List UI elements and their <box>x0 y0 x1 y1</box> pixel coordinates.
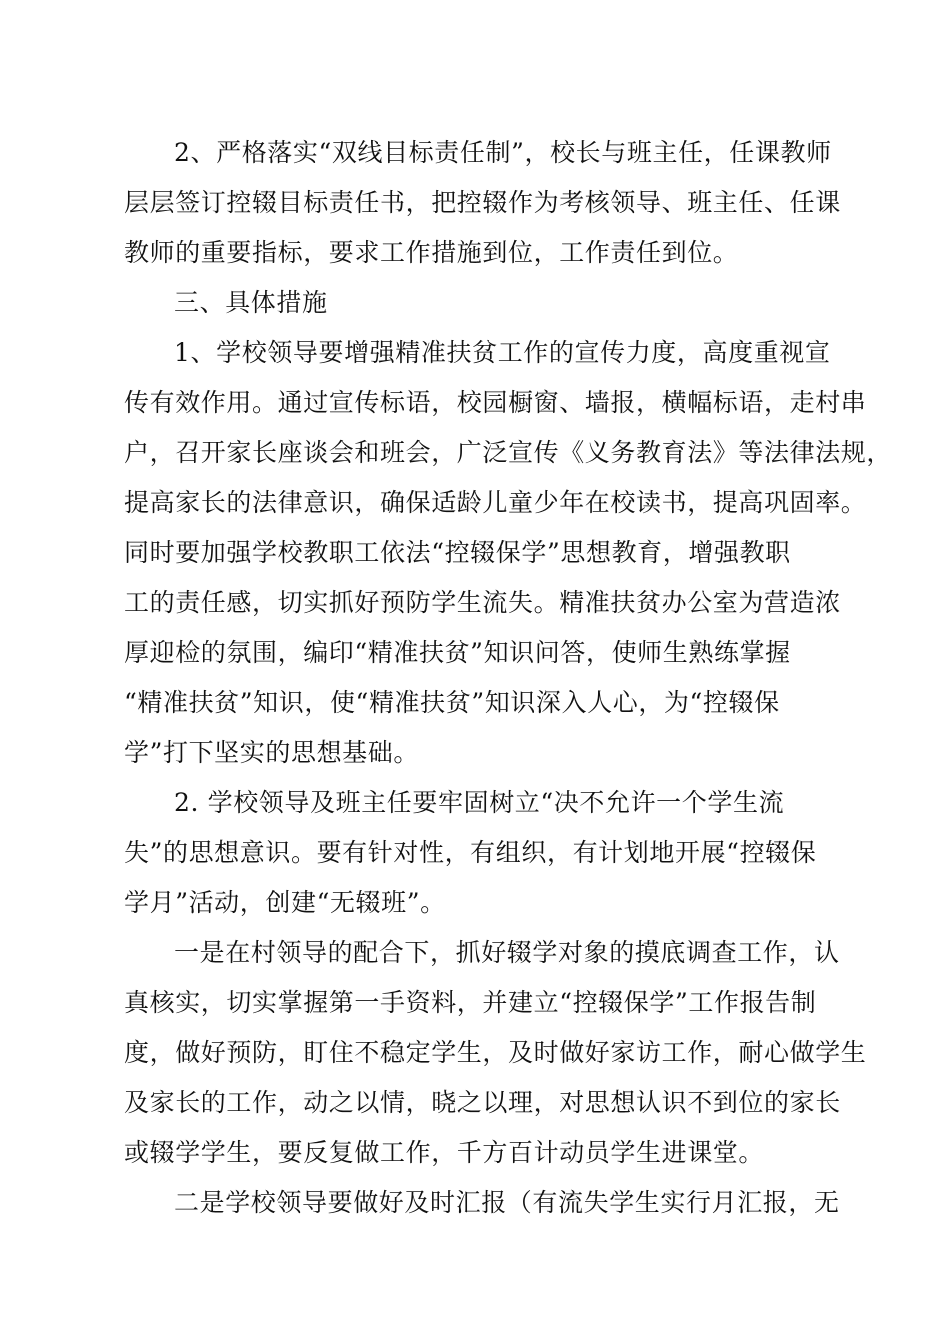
paragraph-line: 提高家长的法律意识，确保适龄儿童少年在校读书，提高巩固率。 <box>124 488 867 517</box>
paragraph-line: 工的责任感，切实抓好预防学生流失。精准扶贫办公室为营造浓 <box>124 588 841 617</box>
paragraph-line: 或辍学学生，要反复做工作，千方百计动员学生进课堂。 <box>124 1138 765 1167</box>
paragraph-line: 厚迎检的氛围，编印“精准扶贫”知识问答，使师生熟练掌握 <box>124 638 791 667</box>
paragraph-line: “精准扶贫”知识，使“精准扶贫”知识深入人心，为“控辍保 <box>124 688 780 717</box>
paragraph-line: 及家长的工作，动之以情，晓之以理，对思想认识不到位的家长 <box>124 1088 841 1117</box>
paragraph-line: 教师的重要指标，要求工作措施到位，工作责任到位。 <box>124 238 739 267</box>
paragraph-line: 传有效作用。通过宣传标语，校园橱窗、墙报，横幅标语，走村串 <box>124 388 867 417</box>
paragraph-line: 一是在村领导的配合下，抓好辍学对象的摸底调查工作，认 <box>174 938 840 967</box>
document-body <box>124 128 893 1228</box>
paragraph-line: 真核实，切实掌握第一手资料，并建立“控辍保学”工作报告制 <box>124 988 817 1017</box>
paragraph-line: 1、学校领导要增强精准扶贫工作的宣传力度，高度重视宣 <box>174 338 831 367</box>
paragraph-line: 失”的思想意识。要有针对性，有组织，有计划地开展“控辍保 <box>124 838 817 867</box>
paragraph-line: 度，做好预防，盯住不稳定学生，及时做好家访工作，耐心做学生 <box>124 1038 867 1067</box>
paragraph-line: 学”打下坚实的思想基础。 <box>124 738 419 767</box>
paragraph-line: 同时要加强学校教职工依法“控辍保学”思想教育，增强教职 <box>124 538 791 567</box>
paragraph-line: 二是学校领导要做好及时汇报（有流失学生实行月汇报，无 <box>174 1188 840 1217</box>
paragraph-line: 户，召开家长座谈会和班会，广泛宣传《义务教育法》等法律法规， <box>124 438 893 467</box>
paragraph-line: 2、严格落实“双线目标责任制”，校长与班主任，任课教师 <box>174 138 832 167</box>
paragraph-line: 学月”活动，创建“无辍班”。 <box>124 888 446 917</box>
paragraph-line: 层层签订控辍目标责任书，把控辍作为考核领导、班主任、任课 <box>124 188 841 217</box>
section-heading: 三、具体措施 <box>174 288 328 317</box>
paragraph-line: 2. 学校领导及班主任要牢固树立“决不允许一个学生流 <box>174 788 785 817</box>
